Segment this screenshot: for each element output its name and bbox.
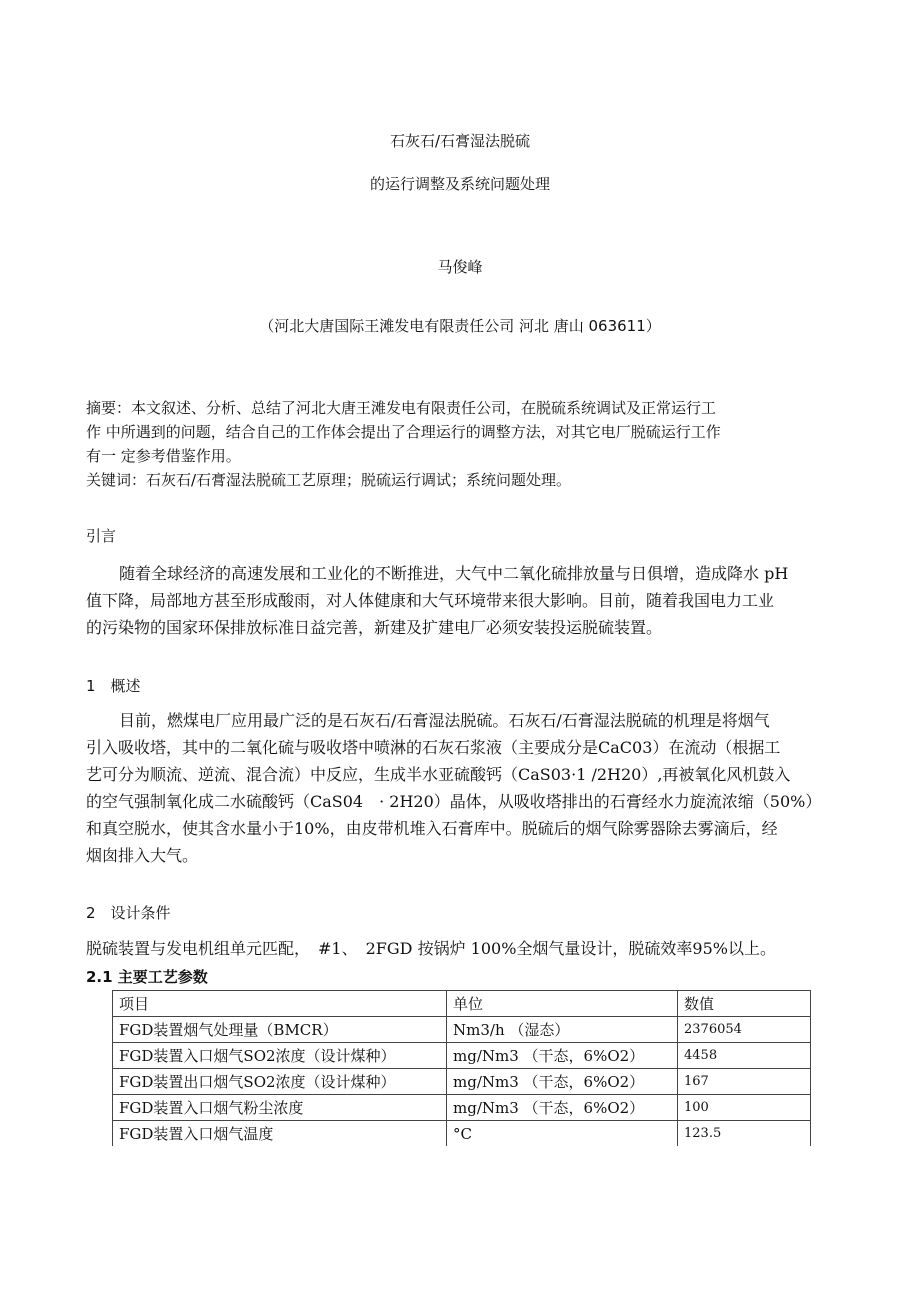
table-cell-value: 4458 bbox=[678, 1043, 811, 1069]
table-cell-unit: mg/Nm3 （干态，6%O2） bbox=[447, 1043, 678, 1069]
abstract bbox=[86, 396, 721, 492]
abstract-line-1: 摘要：本文叙述、分析、总结了河北大唐王滩发电有限责任公司，在脱硫系统调试及正常运行工 bbox=[86, 399, 717, 417]
section-1-heading: 1 概述 bbox=[86, 677, 141, 695]
table-row bbox=[113, 1095, 811, 1121]
table-cell-item: FGD装置入口烟气温度 bbox=[113, 1121, 447, 1147]
intro-line-2: 值下降，局部地方甚至形成酸雨，对人体健康和大气环境带来很大影响。目前，随着我国电力工业 bbox=[86, 591, 775, 610]
affiliation: （河北大唐国际王滩发电有限责任公司 河北 唐山 063611） bbox=[259, 317, 661, 335]
table-cell-value: 2376054 bbox=[678, 1017, 811, 1043]
table-header-row bbox=[113, 991, 811, 1017]
table-row bbox=[113, 1121, 811, 1147]
section-1-line-6: 烟囱排入大气。 bbox=[86, 846, 199, 865]
abstract-line-2: 作 中所遇到的问题，结合自己的工作体会提出了合理运行的调整方法，对其它电厂脱硫运行工作 bbox=[86, 423, 721, 441]
section-1-line-4: 的空气强制氧化成二水硫酸钙（CaS04 · 2H20）晶体，从吸收塔排出的石膏经水力旋流浓缩（50%） bbox=[86, 792, 822, 811]
intro-paragraph bbox=[86, 560, 788, 641]
table-cell-value: 167 bbox=[678, 1069, 811, 1095]
abstract-line-3: 有一 定参考借鉴作用。 bbox=[86, 447, 241, 465]
title-line-1: 石灰石/石膏湿法脱硫 bbox=[389, 132, 531, 150]
section-2-line-1: 脱硫装置与发电机组单元匹配， #1、 2FGD 按锅炉 100%全烟气量设计，脱硫效率95%以上。 bbox=[86, 939, 776, 958]
intro-line-3: 的污染物的国家环保排放标准日益完善，新建及扩建电厂必须安装投运脱硫装置。 bbox=[86, 618, 663, 637]
section-2-1-heading: 2.1 主要工艺参数 bbox=[86, 968, 208, 986]
section-1-line-2: 引入吸收塔，其中的二氧化硫与吸收塔中喷淋的石灰石浆液（主要成分是CaC03）在流动（根据工 bbox=[86, 738, 781, 757]
table-cell-value: 100 bbox=[678, 1095, 811, 1121]
table-cell-unit: °C bbox=[447, 1121, 678, 1147]
section-1-line-5: 和真空脱水，使其含水量小于10%，由皮带机堆入石膏库中。脱硫后的烟气除雾器除去雾滴后，经 bbox=[86, 819, 778, 838]
table-header-value: 数值 bbox=[678, 991, 811, 1017]
intro-line-1: 随着全球经济的高速发展和工业化的不断推进，大气中二氧化硫排放量与日俱增，造成降水 pH bbox=[119, 564, 789, 583]
table-cell-item: FGD装置烟气处理量（BMCR） bbox=[113, 1017, 447, 1043]
table-cell-item: FGD装置入口烟气粉尘浓度 bbox=[113, 1095, 447, 1121]
table-header-item: 项目 bbox=[113, 991, 447, 1017]
title-line-2: 的运行调整及系统问题处理 bbox=[369, 175, 550, 193]
table-header-unit: 单位 bbox=[447, 991, 678, 1017]
table-row bbox=[113, 1043, 811, 1069]
section-1-line-1: 目前，燃煤电厂应用最广泛的是石灰石/石膏湿法脱硫。石灰石/石膏湿法脱硫的机理是将烟气 bbox=[119, 711, 770, 730]
table-cell-unit: mg/Nm3 （干态，6%O2） bbox=[447, 1069, 678, 1095]
table-cell-item: FGD装置入口烟气SO2浓度（设计煤种） bbox=[113, 1043, 447, 1069]
table-cell-value: 123.5 bbox=[678, 1121, 811, 1147]
intro-heading: 引言 bbox=[86, 527, 117, 545]
process-parameters-table bbox=[112, 990, 811, 1146]
table-cell-unit: Nm3/h （湿态） bbox=[447, 1017, 678, 1043]
section-1-line-3: 艺可分为顺流、逆流、混合流）中反应，生成半水亚硫酸钙（CaS03·1 /2H20）,再被氧化风机鼓入 bbox=[86, 765, 791, 784]
table-cell-unit: mg/Nm3 （干态，6%O2） bbox=[447, 1095, 678, 1121]
section-2-heading: 2 设计条件 bbox=[86, 904, 171, 922]
author: 马俊峰 bbox=[437, 258, 483, 276]
keywords: 关键词：石灰石/石膏湿法脱硫工艺原理；脱硫运行调试；系统问题处理。 bbox=[86, 471, 572, 489]
table-row bbox=[113, 1017, 811, 1043]
section-1-paragraph bbox=[86, 707, 821, 869]
table-cell-item: FGD装置出口烟气SO2浓度（设计煤种） bbox=[113, 1069, 447, 1095]
table-row bbox=[113, 1069, 811, 1095]
